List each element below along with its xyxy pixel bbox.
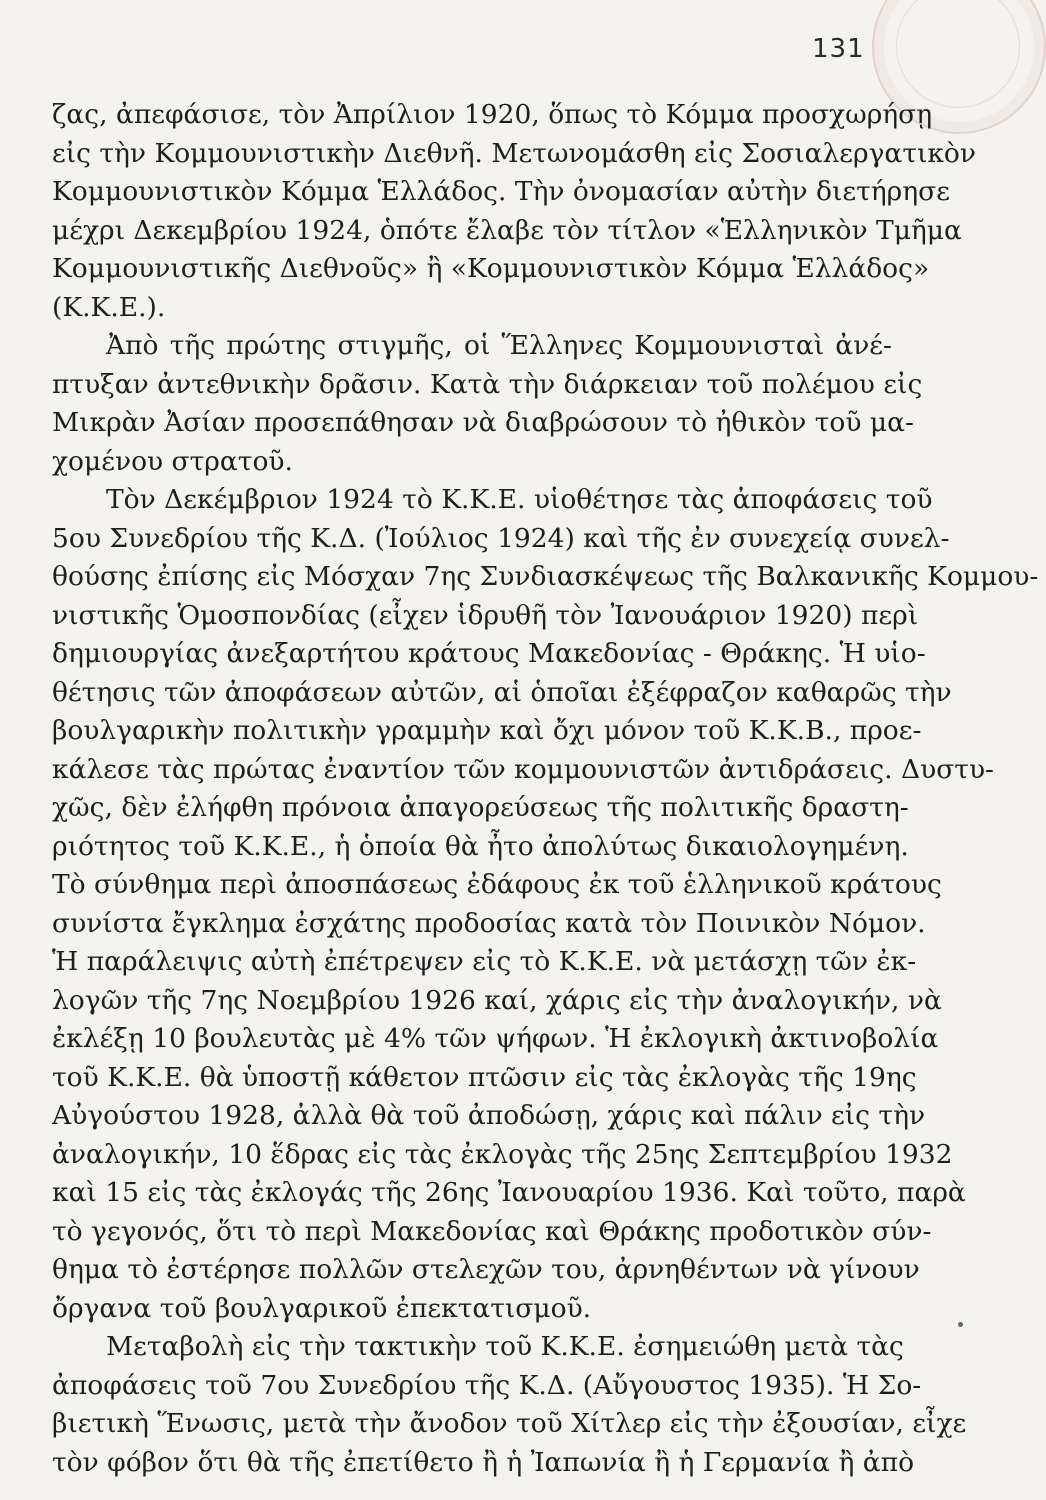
text-line: καὶ 15 εἰς τὰς ἐκλογάς τῆς 26ης Ἰανουαρίου 1936. Καὶ τοῦτο, παρὰ	[52, 1177, 966, 1208]
text-line: Κομμουνιστικῆς Διεθνοῦς» ἢ «Κομμουνιστικὸν Κόμμα Ἑλλάδος»	[52, 253, 930, 284]
text-line: μέχρι Δεκεμβρίου 1924, ὁπότε ἔλαβε τὸν τίτλον «Ἑλληνικὸν Τμῆμα	[52, 215, 962, 246]
text-line: ἐκλέξῃ 10 βουλευτὰς μὲ 4% τῶν ψήφων. Ἡ ἐκλογικὴ ἀκτινοβολία	[52, 1023, 939, 1054]
text-line: τὸν φόβον ὅτι θὰ τῆς ἐπετίθετο ἢ ἡ Ἰαπωνία ἢ ἡ Γερμανία ἢ ἀπὸ	[52, 1447, 915, 1478]
text-line: (Κ.Κ.Ε.).	[52, 292, 166, 323]
text-line: Τὸ σύνθημα περὶ ἀποσπάσεως ἐδάφους ἐκ τοῦ ἑλληνικοῦ κράτους	[52, 869, 942, 900]
paragraph-first-line: Τὸν Δεκέμβριον 1924 τὸ Κ.Κ.Ε. υἱοθέτησε τὰς ἀποφάσεις τοῦ	[106, 484, 933, 515]
paragraph-first-line: Ἀπὸ τῆς πρώτης στιγμῆς, οἱ Ἕλληνες Κομμουνισταὶ ἀνέ-	[106, 330, 892, 361]
page-number: 131	[812, 34, 865, 64]
text-line: θέτησις τῶν ἀποφάσεων αὐτῶν, αἱ ὁποῖαι ἐξέφραζον καθαρῶς τὴν	[52, 677, 952, 708]
text-line: ριότητος τοῦ Κ.Κ.Ε., ἡ ὁποία θὰ ἦτο ἀπολύτως δικαιολογημένη.	[52, 831, 909, 862]
text-line: ἀποφάσεις τοῦ 7ου Συνεδρίου τῆς Κ.Δ. (Αὔγουστος 1935). Ἡ Σο-	[52, 1370, 922, 1401]
text-line: λογῶν τῆς 7ης Νοεμβρίου 1926 καί, χάρις εἰς τὴν ἀναλογικήν, νὰ	[52, 985, 942, 1016]
text-line: Μικρὰν Ἀσίαν προσεπάθησαν νὰ διαβρώσουν τὸ ἠθικὸν τοῦ μα-	[52, 407, 914, 438]
text-line: θούσης ἐπίσης εἰς Μόσχαν 7ης Συνδιασκέψεως τῆς Βαλκανικῆς Κομμου-	[52, 561, 1039, 592]
library-stamp-ring	[896, 0, 1020, 108]
text-line: τοῦ Κ.Κ.Ε. θὰ ὑποστῇ κάθετον πτῶσιν εἰς τὰς ἐκλογὰς τῆς 19ης	[52, 1062, 917, 1093]
text-line: βουλγαρικὴν πολιτικὴν γραμμὴν καὶ ὄχι μόνον τοῦ Κ.Κ.Β., προε-	[52, 715, 922, 746]
text-line: ζας, ἀπεφάσισε, τὸν Ἀπρίλιον 1920, ὅπως τὸ Κόμμα προσχωρήσῃ	[52, 99, 933, 130]
text-line: κάλεσε τὰς πρώτας ἐναντίον τῶν κομμουνιστῶν ἀντιδράσεις. Δυστυ-	[52, 754, 995, 785]
text-line: Αὐγούστου 1928, ἀλλὰ θὰ τοῦ ἀποδώσῃ, χάρις καὶ πάλιν εἰς τὴν	[52, 1100, 926, 1131]
text-line: Κομμουνιστικὸν Κόμμα Ἑλλάδος. Τὴν ὀνομασίαν αὐτὴν διετήρησε	[52, 176, 950, 207]
ink-speck	[958, 1322, 963, 1327]
text-line: τὸ γεγονός, ὅτι τὸ περὶ Μακεδονίας καὶ Θράκης προδοτικὸν σύν-	[52, 1216, 932, 1247]
text-line: 5ου Συνεδρίου τῆς Κ.Δ. (Ἰούλιος 1924) καὶ τῆς ἐν συνεχείᾳ συνελ-	[52, 523, 950, 554]
text-line: χομένου στρατοῦ.	[52, 446, 293, 477]
text-line: δημιουργίας ἀνεξαρτήτου κράτους Μακεδονίας - Θράκης. Ἡ υἱο-	[52, 638, 926, 669]
text-line: χῶς, δὲν ἐλήφθη πρόνοια ἀπαγορεύσεως τῆς πολιτικῆς δραστη-	[52, 792, 909, 823]
text-line: ὄργανα τοῦ βουλγαρικοῦ ἐπεκτατισμοῦ.	[52, 1293, 592, 1324]
text-line: ἀναλογικήν, 10 ἕδρας εἰς τὰς ἐκλογὰς τῆς 25ης Σεπτεμβρίου 1932	[52, 1139, 953, 1170]
text-line: βιετικὴ Ἕνωσις, μετὰ τὴν ἄνοδον τοῦ Χίτλερ εἰς τὴν ἐξουσίαν, εἶχε	[52, 1408, 967, 1439]
text-line: Ἡ παράλειψις αὐτὴ ἐπέτρεψεν εἰς τὸ Κ.Κ.Ε. νὰ μετάσχῃ τῶν ἐκ-	[52, 946, 917, 977]
text-line: νιστικῆς Ὁμοσπονδίας (εἶχεν ἱδρυθῆ τὸν Ἰανουάριον 1920) περὶ	[52, 600, 919, 631]
text-line: πτυξαν ἀντεθνικὴν δρᾶσιν. Κατὰ τὴν διάρκειαν τοῦ πολέμου εἰς	[52, 369, 923, 400]
text-line: εἰς τὴν Κομμουνιστικὴν Διεθνῆ. Μετωνομάσθη εἰς Σοσιαλεργατικὸν	[52, 138, 976, 169]
text-line: συνίστα ἔγκλημα ἐσχάτης προδοσίας κατὰ τὸν Ποινικὸν Νόμον.	[52, 908, 926, 939]
text-line: θημα τὸ ἐστέρησε πολλῶν στελεχῶν του, ἀρνηθέντων νὰ γίνουν	[52, 1254, 920, 1285]
paragraph-first-line: Μεταβολὴ εἰς τὴν τακτικὴν τοῦ Κ.Κ.Ε. ἐσημειώθη μετὰ τὰς	[106, 1331, 904, 1362]
